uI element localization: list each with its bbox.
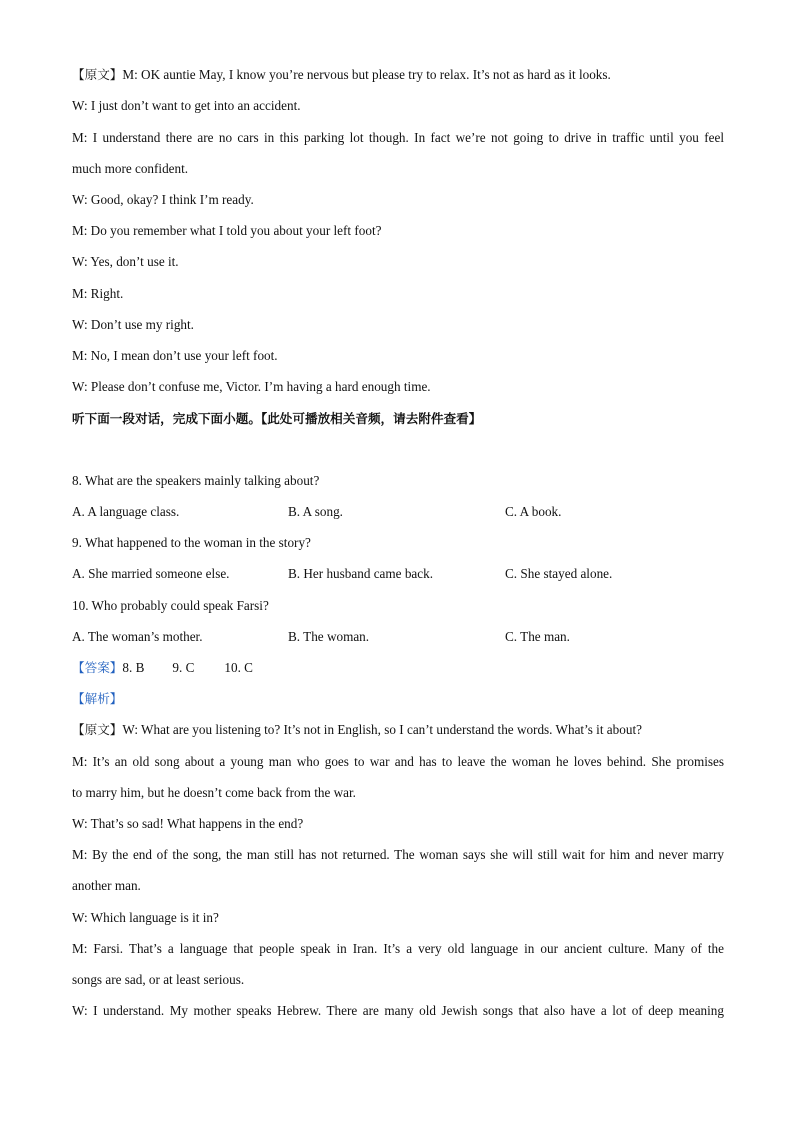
transcript-line: M: It’s an old song about a young man who goes to war and has to leave the woman he loves behind. She promises: [72, 754, 724, 769]
answer-item: 10. C: [224, 660, 253, 675]
question-option: B. A song.: [288, 504, 343, 519]
analysis-tag: 【解析】: [72, 691, 123, 706]
transcript-line: W: Which language is it in?: [72, 910, 219, 925]
transcript-line: 【原文】M: OK auntie May, I know you’re nervous but please try to relax. It’s not as hard as it looks.: [72, 67, 611, 82]
question-stem: 10. Who probably could speak Farsi?: [72, 598, 269, 613]
question-option: C. The man.: [505, 629, 570, 644]
transcript-line: much more confident.: [72, 161, 189, 176]
answer-line: [72, 659, 724, 677]
transcript-line: M: Farsi. That’s a language that people speak in Iran. It’s a very old language in our ancient culture. Many of the: [72, 941, 724, 956]
transcript-line: songs are sad, or at least serious.: [72, 972, 245, 987]
transcript-line: W: Yes, don’t use it.: [72, 254, 179, 269]
question-option: B. The woman.: [288, 629, 370, 644]
transcript-line: W: I just don’t want to get into an accident.: [72, 98, 301, 113]
original-text-tag: 【原文】: [72, 722, 123, 737]
transcript-line: W: Don’t use my right.: [72, 317, 194, 332]
question-option: B. Her husband came back.: [288, 566, 434, 581]
original-text-tag: 【原文】: [72, 67, 123, 82]
listening-instruction: 听下面一段对话，完成下面小题。【此处可播放相关音频，请去附件查看】: [72, 411, 482, 426]
transcript-line: 【原文】W: What are you listening to? It’s not in English, so I can’t understand the words. What’s it about?: [72, 722, 642, 737]
question-option: C. She stayed alone.: [505, 566, 613, 581]
question-option: C. A book.: [505, 504, 562, 519]
question-stem: 9. What happened to the woman in the story?: [72, 535, 311, 550]
question-stem: 8. What are the speakers mainly talking about?: [72, 473, 320, 488]
transcript-line: M: I understand there are no cars in this parking lot though. In fact we’re not going to drive in traffic until you feel: [72, 130, 724, 145]
answer-item: 8. B: [122, 660, 145, 675]
transcript-line: W: Please don’t confuse me, Victor. I’m having a hard enough time.: [72, 379, 431, 394]
transcript-line: M: No, I mean don’t use your left foot.: [72, 348, 278, 363]
transcript-line: W: I understand. My mother speaks Hebrew. There are many old Jewish songs that also have a lot of deep meaning: [72, 1003, 724, 1018]
transcript-line: M: Do you remember what I told you about your left foot?: [72, 223, 382, 238]
answer-tag: 【答案】: [72, 660, 123, 675]
transcript-line: M: Right.: [72, 286, 124, 301]
transcript-line: M: By the end of the song, the man still has not returned. The woman says she will still wait for him and never marry: [72, 847, 724, 862]
answer-item: 9. C: [172, 660, 195, 675]
transcript-line: W: That’s so sad! What happens in the end?: [72, 816, 304, 831]
question-option: A. A language class.: [72, 504, 180, 519]
question-option: A. She married someone else.: [72, 566, 230, 581]
transcript-line: W: Good, okay? I think I’m ready.: [72, 192, 254, 207]
transcript-line: another man.: [72, 878, 141, 893]
transcript-line: to marry him, but he doesn’t come back from the war.: [72, 785, 356, 800]
question-option: A. The woman’s mother.: [72, 629, 203, 644]
